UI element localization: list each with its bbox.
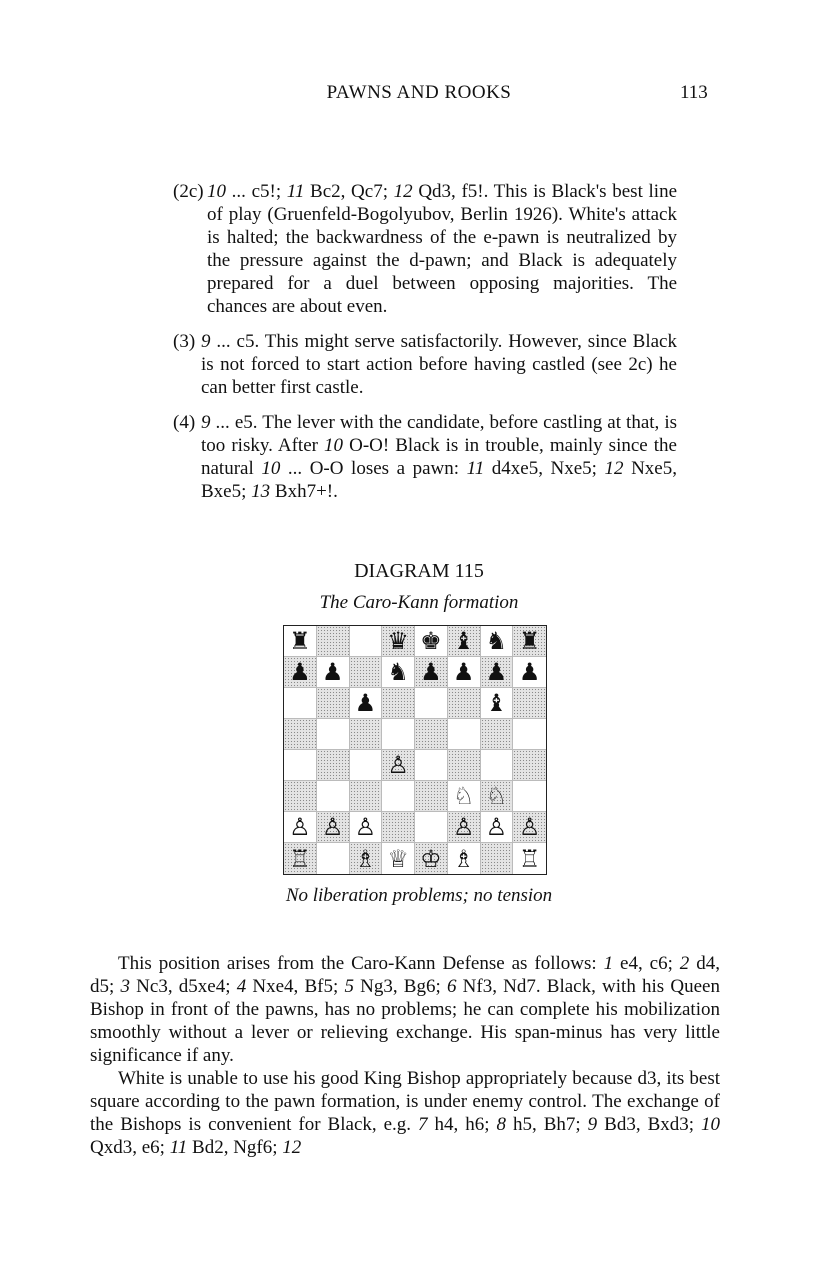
black-pawn-icon: ♟ (420, 658, 442, 686)
board-square (481, 750, 514, 781)
board-square (448, 719, 481, 750)
board-square (415, 781, 448, 812)
diagram-caption: No liberation problems; no tension (285, 885, 553, 906)
board-square (317, 626, 350, 657)
analysis-entry (173, 330, 677, 399)
entry-label: (3) (173, 331, 196, 352)
black-rook-icon: ♜ (518, 627, 541, 655)
diagram-subtitle: The Caro-Kann formation (319, 592, 519, 613)
board-square (415, 750, 448, 781)
white-pawn-icon: ♙ (354, 813, 377, 841)
entry-text: 9 ... e5. The lever with the candidate, before castling at that, is too risky. After 10 O-O! Black is in trouble, mainly since the natural 10 ... O-O loses a pawn: 11 d4xe5, Nxe5; 12 Nxe5, Bxe5; 13 Bxh7+!. (201, 412, 677, 502)
board-square (481, 626, 514, 657)
black-knight-icon: ♞ (485, 627, 508, 655)
board-square (284, 719, 317, 750)
analysis-entry (173, 180, 677, 318)
black-pawn-icon: ♟ (452, 658, 475, 686)
black-rook-icon: ♜ (289, 627, 311, 655)
white-pawn-icon: ♙ (452, 813, 475, 841)
board-square (415, 812, 448, 843)
board-square (481, 719, 514, 750)
board-square (513, 812, 546, 843)
board-square (382, 688, 415, 719)
black-pawn-icon: ♟ (354, 689, 377, 717)
board-square (382, 626, 415, 657)
board-square (513, 843, 546, 874)
chess-board (283, 625, 547, 875)
board-square (382, 812, 415, 843)
board-square (350, 781, 383, 812)
entry-text: 10 ... c5!; 11 Bc2, Qc7; 12 Qd3, f5!. This is Black's best line of play (Gruenfeld-Bogolyubov, Berlin 1926). White's attack is halted; the backwardness of the e-pawn is neutralized by the pressure against the d-pawn; and Black is adequately prepared for a duel between opposing majorities. The chances are about even. (207, 181, 677, 317)
board-square (513, 626, 546, 657)
white-pawn-icon: ♙ (321, 813, 344, 841)
board-square (415, 657, 448, 688)
board-square (415, 843, 448, 874)
black-bishop-icon: ♝ (452, 627, 475, 655)
board-square (382, 843, 415, 874)
white-pawn-icon: ♙ (518, 813, 541, 841)
white-bishop-icon: ♗ (452, 844, 475, 873)
board-square (350, 812, 383, 843)
black-knight-icon: ♞ (387, 658, 409, 686)
board-square (350, 626, 383, 657)
board-square (284, 750, 317, 781)
white-bishop-icon: ♗ (354, 844, 377, 873)
white-pawn-icon: ♙ (485, 813, 508, 841)
board-square (448, 781, 481, 812)
body-paragraph: White is unable to use his good King Bishop appropriately because d3, its best square according to the pawn formation, is under enemy control. The exchange of the Bishops is convenient for Black, e.g. 7 h4, h6; 8 h5, Bh7; 9 Bd3, Bxd3; 10 Qxd3, e6; 11 Bd2, Ngf6; 12 (90, 1068, 720, 1158)
board-square (350, 719, 383, 750)
board-square (284, 812, 317, 843)
entry-label: (2c) (173, 181, 204, 202)
board-square (513, 657, 546, 688)
white-pawn-icon: ♙ (387, 751, 409, 779)
board-square (382, 719, 415, 750)
white-king-icon: ♔ (420, 844, 442, 873)
board-square (284, 781, 317, 812)
black-pawn-icon: ♟ (518, 658, 541, 686)
board-square (317, 688, 350, 719)
board-square (317, 657, 350, 688)
board-square (513, 719, 546, 750)
black-pawn-icon: ♟ (485, 658, 508, 686)
board-square (284, 843, 317, 874)
analysis-entry (173, 411, 677, 503)
board-square (284, 626, 317, 657)
board-square (481, 781, 514, 812)
board-square (448, 750, 481, 781)
black-king-icon: ♚ (420, 627, 442, 655)
board-square (317, 781, 350, 812)
black-queen-icon: ♛ (387, 627, 409, 655)
white-knight-icon: ♘ (485, 782, 508, 810)
board-square (284, 688, 317, 719)
board-square (415, 688, 448, 719)
board-square (481, 657, 514, 688)
board-square (382, 750, 415, 781)
board-square (448, 843, 481, 874)
board-square (382, 657, 415, 688)
board-square (448, 657, 481, 688)
board-square (350, 657, 383, 688)
white-pawn-icon: ♙ (289, 813, 311, 841)
board-square (415, 626, 448, 657)
white-queen-icon: ♕ (387, 844, 409, 873)
entry-text: 9 ... c5. This might serve satisfactorily. However, since Black is not forced to start action before having castled (see 2c) he can better first castle. (201, 331, 677, 398)
board-square (317, 812, 350, 843)
board-square (513, 781, 546, 812)
board-square (448, 812, 481, 843)
body-paragraph: This position arises from the Caro-Kann Defense as follows: 1 e4, c6; 2 d4, d5; 3 Nc3, d5xe4; 4 Nxe4, Bf5; 5 Ng3, Bg6; 6 Nf3, Nd7. Black, with his Queen Bishop in front of the pawns, has no problems; he can complete his mobilization smoothly without a lever or relieving exchange. His span-minus has very little significance if any. (90, 953, 720, 1066)
board-square (481, 688, 514, 719)
board-square (317, 843, 350, 874)
white-knight-icon: ♘ (452, 782, 475, 810)
entry-label: (4) (173, 412, 196, 433)
board-square (448, 626, 481, 657)
board-square (350, 750, 383, 781)
board-square (317, 719, 350, 750)
board-square (481, 843, 514, 874)
board-square (448, 688, 481, 719)
running-title: PAWNS AND ROOKS (326, 82, 512, 103)
board-square (350, 843, 383, 874)
board-square (513, 688, 546, 719)
analysis-entries (173, 180, 677, 515)
white-rook-icon: ♖ (518, 844, 541, 873)
board-square (513, 750, 546, 781)
page-number: 113 (680, 82, 708, 103)
black-pawn-icon: ♟ (321, 658, 344, 686)
black-pawn-icon: ♟ (289, 658, 311, 686)
board-square (317, 750, 350, 781)
board-square (382, 781, 415, 812)
white-rook-icon: ♖ (289, 844, 311, 873)
black-bishop-icon: ♝ (485, 689, 508, 717)
body-text (90, 952, 720, 1159)
board-square (284, 657, 317, 688)
board-square (350, 688, 383, 719)
diagram-title: DIAGRAM 115 (354, 560, 484, 582)
board-square (481, 812, 514, 843)
board-square (415, 719, 448, 750)
